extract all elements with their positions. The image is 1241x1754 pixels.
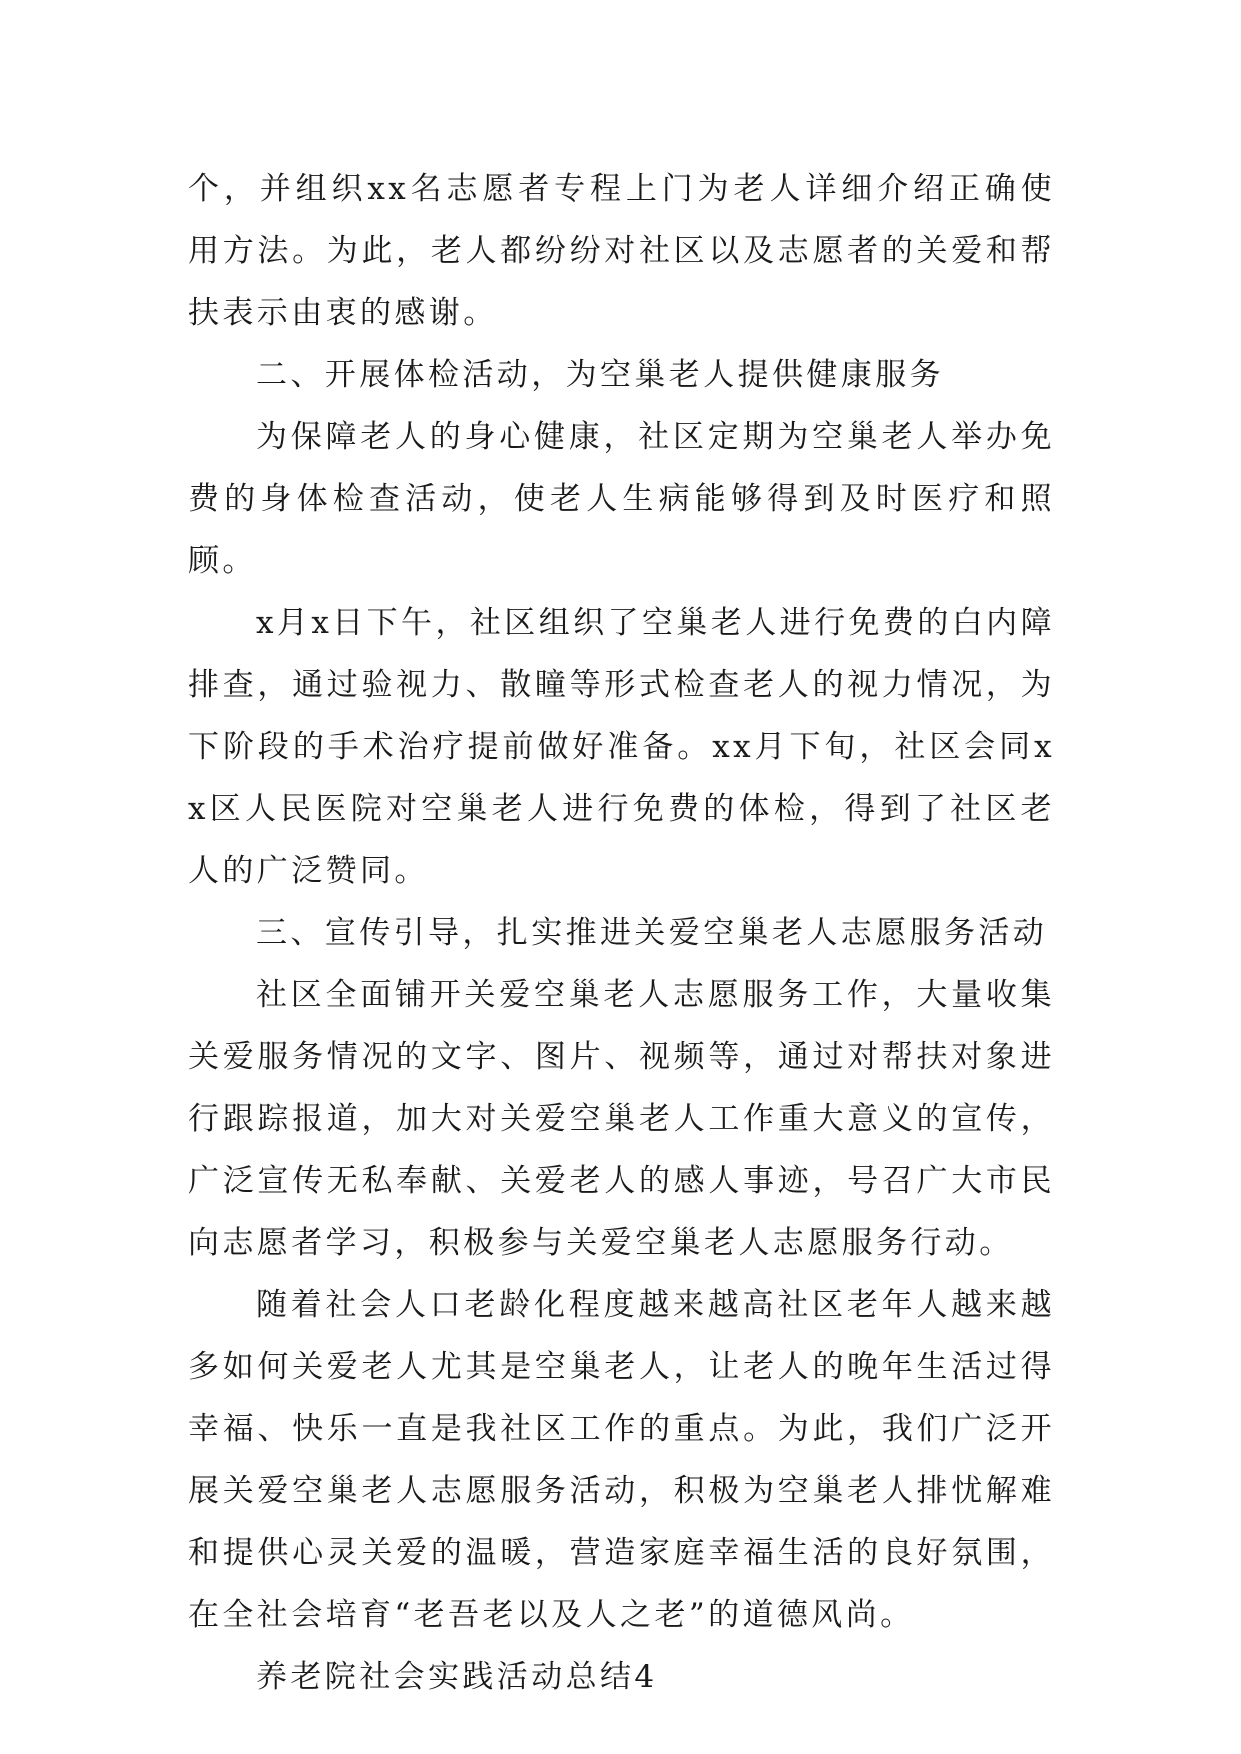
- section-heading-3: 三、宣传引导，扎实推进关爱空巢老人志愿服务活动: [256, 915, 1048, 951]
- paragraph-health-detail: x月x日下午，社区组织了空巢老人进行免费的白内障排查，通过验视力、散瞳等形式检查老人的视力情况，为下阶段的手术治疗提前做好准备。xx月下旬，社区会同xx区人民医院对空巢老人进行免费的体检，得到了社区老人的广泛赞同。: [188, 605, 1055, 889]
- paragraph-publicity: 社区全面铺开关爱空巢老人志愿服务工作，大量收集关爱服务情况的文字、图片、视频等，通过对帮扶对象进行跟踪报道，加大对关爱空巢老人工作重大意义的宣传，广泛宣传无私奉献、关爱老人的感人事迹，号召广大市民向志愿者学习，积极参与关爱空巢老人志愿服务行动。: [188, 977, 1055, 1261]
- next-article-title: 养老院社会实践活动总结4: [256, 1659, 658, 1695]
- paragraph-health-intro: 为保障老人的身心健康，社区定期为空巢老人举办免费的身体检查活动，使老人生病能够得到及时医疗和照顾。: [188, 419, 1055, 579]
- paragraph-continuation: 个，并组织xx名志愿者专程上门为老人详细介绍正确使用方法。为此，老人都纷纷对社区以及志愿者的关爱和帮扶表示由衷的感谢。: [188, 171, 1055, 331]
- section-heading-2: 二、开展体检活动，为空巢老人提供健康服务: [256, 357, 944, 393]
- paragraph-conclusion: 随着社会人口老龄化程度越来越高社区老年人越来越多如何关爱老人尤其是空巢老人，让老人的晚年生活过得幸福、快乐一直是我社区工作的重点。为此，我们广泛开展关爱空巢老人志愿服务活动，积极为空巢老人排忧解难和提供心灵关爱的温暖，营造家庭幸福生活的良好氛围，在全社会培育“老吾老以及人之老”的道德风尚。: [188, 1287, 1055, 1633]
- document-body: [188, 158, 1055, 1708]
